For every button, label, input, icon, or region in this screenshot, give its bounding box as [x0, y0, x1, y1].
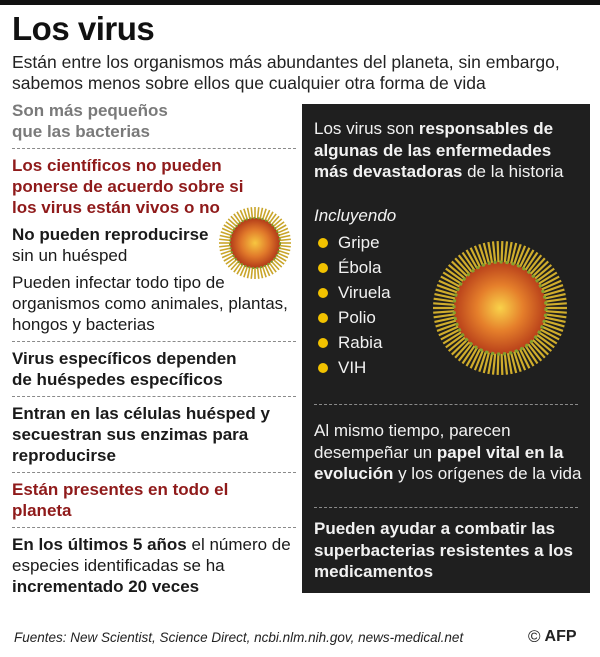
disease-item	[318, 305, 391, 330]
fact-alive-debate: Los científicos no pueden ponerse de acuerdo sobre si los virus están vivos o no	[12, 156, 244, 217]
bullet-dot-icon	[318, 363, 328, 373]
fact-species-years: En los últimos 5 años	[12, 535, 187, 554]
bullet-dot-icon	[318, 263, 328, 273]
virus-illustration-large	[432, 240, 568, 376]
disease-item	[318, 355, 391, 380]
fact-size: Son más pequeños que las bacterias	[12, 100, 296, 149]
including-label: Incluyendo	[314, 206, 397, 225]
panel-lead	[314, 118, 582, 183]
fact-species-text: el número de especies identificadas se ha	[12, 535, 291, 575]
logo-text: AFP	[544, 628, 577, 645]
fact-species-increase: incrementado 20 veces	[12, 577, 200, 596]
disease-item	[318, 230, 391, 255]
panel-mid-text1: Al mismo tiempo, parecen desempeñar un	[314, 421, 511, 462]
fact-species	[12, 534, 296, 603]
disease-name: Viruela	[338, 283, 391, 302]
disease-name: VIH	[338, 358, 367, 377]
disease-item	[318, 255, 391, 280]
disease-item	[318, 330, 391, 355]
fact-everywhere: Están presentes en todo el planeta	[12, 479, 296, 528]
panel-lead-text2: de la historia	[462, 162, 564, 181]
disease-name: Gripe	[338, 233, 380, 252]
panel-mid-bold: papel vital en la evolución	[314, 442, 564, 483]
fact-infect: Pueden infectar todo tipo de organismos como animales, plantas, hongos y bacterias	[12, 272, 296, 342]
panel-lead-bold: responsables de algunas de las enfermedades más devastadoras	[314, 119, 554, 181]
panel-mid-text2: y los orígenes de la vida	[393, 464, 582, 483]
bullet-dot-icon	[318, 288, 328, 298]
panel-lead-text1: Los virus son	[314, 119, 419, 138]
disease-list	[318, 230, 391, 380]
facts-column	[12, 100, 296, 603]
panel-divider	[314, 404, 578, 405]
bullet-dot-icon	[318, 313, 328, 323]
disease-item	[318, 280, 391, 305]
panel-divider	[314, 507, 578, 508]
fact-specific: Virus específicos dependen de huéspedes específicos	[12, 348, 296, 397]
copyright-symbol: ©	[528, 627, 541, 646]
sources-footer: Fuentes: New Scientist, Science Direct, ncbi.nlm.nih.gov, news-medical.net	[14, 630, 464, 645]
panel-superbacteria: Pueden ayudar a combatir las superbacterias resistentes a los medicamentos	[314, 519, 573, 581]
fact-host-line2: sin un huésped	[12, 246, 128, 265]
fact-enter-cells: Entran en las células huésped y secuestran sus enzimas para reproducirse	[12, 403, 296, 473]
disease-name: Polio	[338, 308, 376, 327]
page-title: Los virus	[12, 10, 155, 47]
disease-name: Rabia	[338, 333, 383, 352]
top-bar	[0, 0, 600, 5]
bullet-dot-icon	[318, 238, 328, 248]
bullet-dot-icon	[318, 338, 328, 348]
fact-host-line1: No pueden reproducirse	[12, 225, 209, 244]
panel-evolution	[314, 420, 582, 485]
subtitle: Están entre los organismos más abundantes del planeta, sin embargo, sabemos menos sobre ellos que cualquier otra forma de vida	[12, 52, 560, 93]
disease-name: Ébola	[338, 258, 382, 277]
virus-illustration-small	[218, 206, 292, 280]
afp-logo	[528, 627, 577, 647]
